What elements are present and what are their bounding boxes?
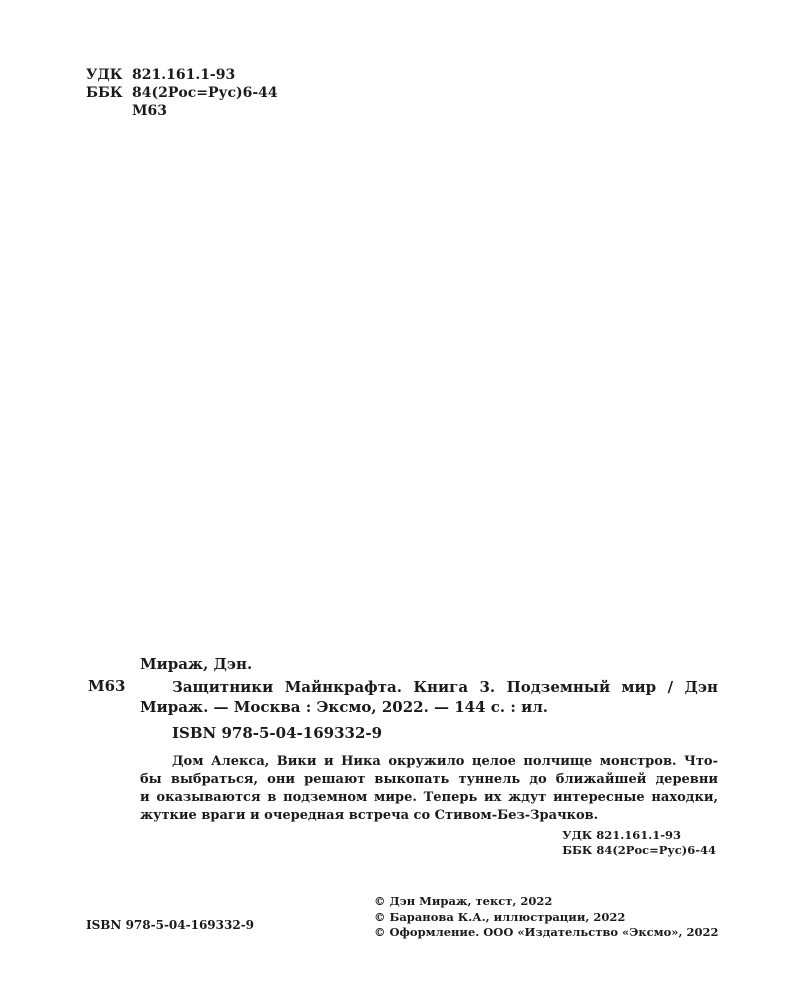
annotation-line: жуткие враги и очередная встреча со Стивом-Без-Зрачков. — [140, 808, 599, 823]
classification-codes-top — [86, 66, 278, 120]
author-heading: Мираж, Дэн. — [140, 655, 253, 673]
copyright-line: © Баранова К.А., иллюстрации, 2022 — [374, 909, 626, 924]
bbk-label: ББК — [86, 85, 123, 101]
annotation-line: бы выбраться, они решают выкопать туннель до ближайшей деревни — [140, 772, 718, 787]
title-description — [140, 677, 718, 717]
author-mark-side: М63 — [88, 677, 126, 695]
bbk-code: 84(2Рос=Рус)6-44 — [132, 85, 278, 101]
copyright-line: © Дэн Мираж, текст, 2022 — [374, 894, 553, 908]
udk-row — [86, 66, 278, 84]
annotation — [140, 753, 718, 825]
isbn-entry: ISBN 978-5-04-169332-9 — [172, 724, 383, 742]
udk-code: 821.161.1-93 — [132, 67, 236, 83]
author-mark-top: М63 — [132, 103, 167, 119]
copyright-line: © Оформление. ООО «Издательство «Эксмо», 2022 — [374, 925, 719, 939]
copyright-block — [374, 894, 719, 941]
bbk-code-bottom: ББК 84(2Рос=Рус)6-44 — [562, 843, 716, 857]
classification-codes-bottom — [562, 828, 716, 858]
annotation-line: Дом Алекса, Вики и Ника окружило целое полчище монстров. Что- — [172, 754, 718, 769]
isbn-footer: ISBN 978-5-04-169332-9 — [86, 918, 255, 932]
bbk-row — [86, 84, 278, 102]
title-line-2: Мираж. — Москва : Эксмо, 2022. — 144 с. : ил. — [140, 698, 549, 716]
udk-label: УДК — [86, 67, 123, 83]
udk-code-bottom: УДК 821.161.1-93 — [562, 828, 682, 842]
annotation-line: и оказываются в подземном мире. Теперь их ждут интересные находки, — [140, 790, 718, 805]
title-line-1: Защитники Майнкрафта. Книга 3. Подземный мир / Дэн — [172, 678, 718, 696]
